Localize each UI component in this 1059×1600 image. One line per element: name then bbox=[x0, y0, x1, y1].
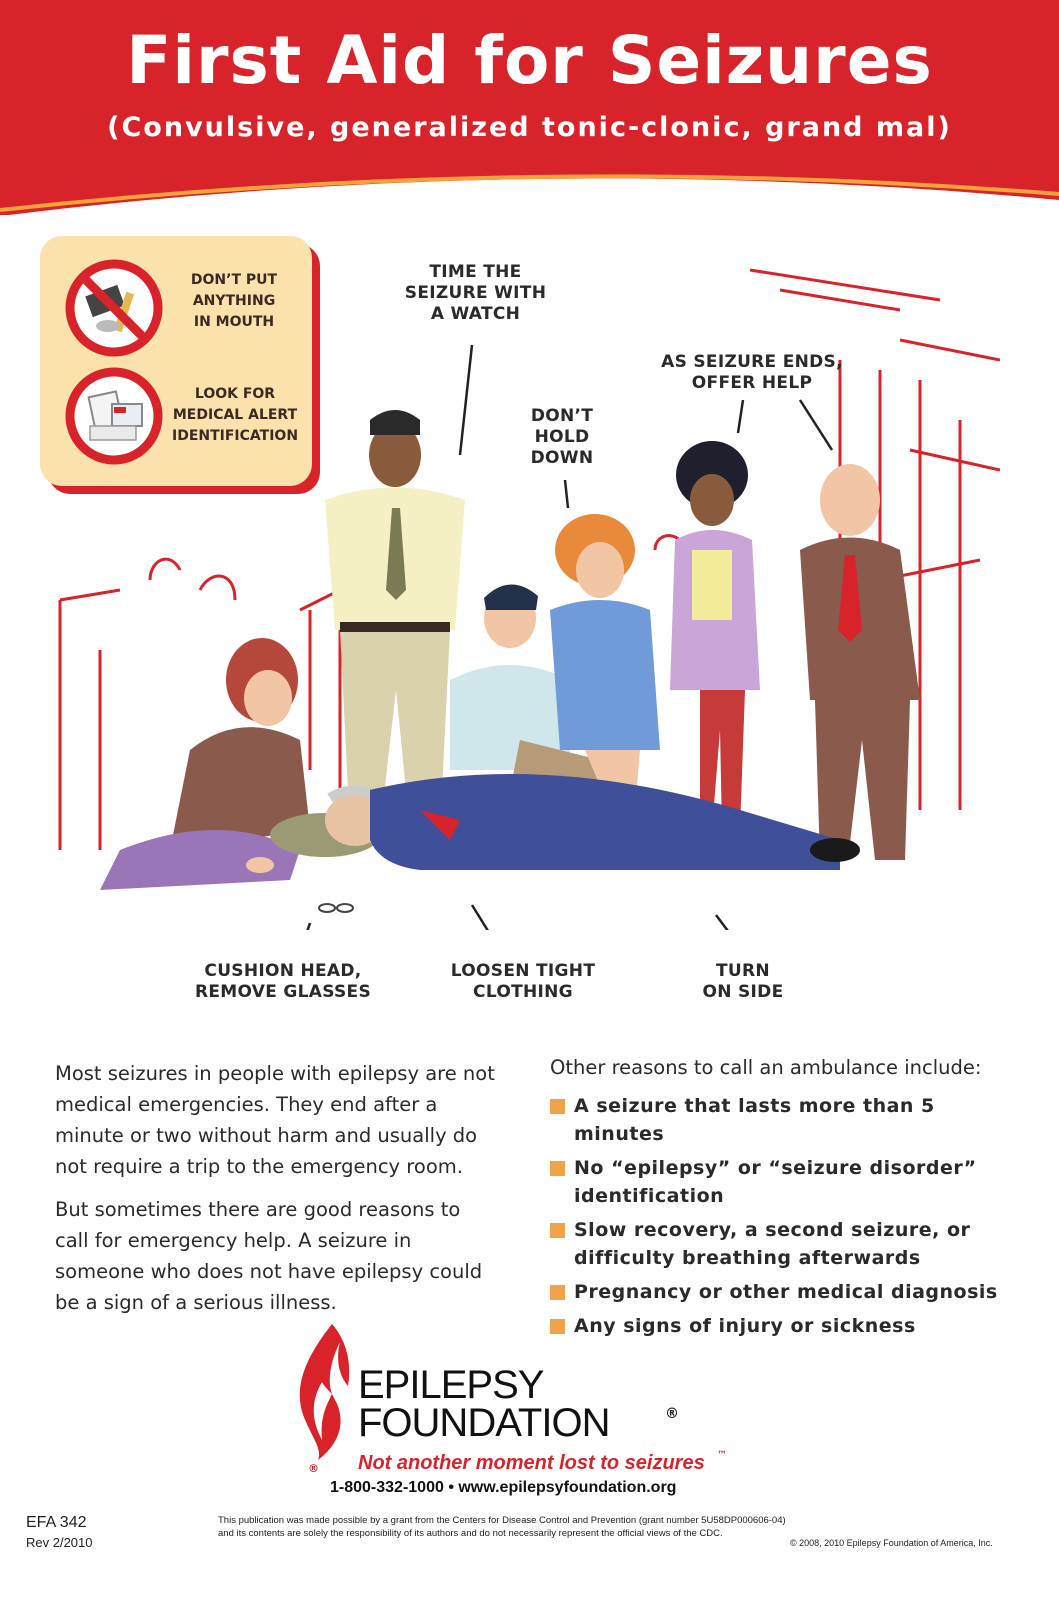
org-name: EPILEPSY FOUNDATION bbox=[358, 1363, 610, 1445]
figure-man-with-watch bbox=[325, 410, 465, 830]
seizure-first-aid-illustration bbox=[40, 250, 1000, 930]
label-loosen-clothing: LOOSEN TIGHT CLOTHING bbox=[450, 961, 596, 1002]
funding-credit: This publication was made possible by a grant from the Centers for Disease Control and Prevention (grant number 5U58DP000606-04) and its contents are solely the responsibility of its authors and do not necessarily represent the official views of the CDC. bbox=[218, 1515, 786, 1539]
info-paragraph-2: But sometimes there are good reasons to call for emergency help. A seizure in someone who does not have epilepsy could be a sign of a serious illness. bbox=[55, 1198, 483, 1314]
bullet-square bbox=[550, 1161, 565, 1176]
list-item bbox=[550, 1154, 1020, 1210]
glasses-on-floor bbox=[319, 904, 353, 912]
reason-text: A seizure that lasts more than 5 minutes bbox=[574, 1095, 935, 1145]
contact-info: 1-800-332-1000 • www.epilepsyfoundation.org bbox=[330, 1479, 677, 1496]
reason-text: Pregnancy or other medical diagnosis bbox=[574, 1281, 998, 1303]
label-offer-help: AS SEIZURE ENDS, OFFER HELP bbox=[661, 352, 843, 393]
tip-text-medical-id: LOOK FOR MEDICAL ALERT IDENTIFICATION bbox=[172, 386, 299, 444]
document-revision: Rev 2/2010 bbox=[26, 1535, 93, 1550]
bullet-square bbox=[550, 1319, 565, 1334]
bullet-square bbox=[550, 1285, 565, 1300]
header-curve bbox=[0, 170, 1059, 216]
reasons-heading: Other reasons to call an ambulance include: bbox=[550, 1056, 982, 1079]
bullet-square bbox=[550, 1223, 565, 1238]
label-turn-on-side: TURN ON SIDE bbox=[702, 961, 784, 1002]
page-title: First Aid for Seizures bbox=[126, 22, 933, 99]
figure-bald-man bbox=[800, 464, 920, 860]
label-cushion-head: CUSHION HEAD, REMOVE GLASSES bbox=[194, 961, 372, 1002]
document-code: EFA 342 bbox=[26, 1514, 87, 1531]
reason-text: Slow recovery, a second seizure, or difficulty breathing afterwards bbox=[574, 1219, 971, 1269]
flame-logo-icon bbox=[292, 1322, 354, 1462]
reasons-list bbox=[550, 1092, 1020, 1346]
copyright-notice: © 2008, 2010 Epilepsy Foundation of America, Inc. bbox=[790, 1538, 993, 1548]
figure-kneeling-woman bbox=[100, 638, 310, 890]
figure-person-on-side bbox=[270, 774, 860, 870]
list-item bbox=[550, 1092, 1020, 1148]
info-paragraph-1: Most seizures in people with epilepsy are not medical emergencies. They end after a minute or two without harm and usually do not require a trip to the emergency room. bbox=[55, 1062, 495, 1178]
tagline: Not another moment lost to seizures bbox=[358, 1452, 705, 1474]
reason-text: Any signs of injury or sickness bbox=[574, 1315, 916, 1337]
list-item bbox=[550, 1278, 1020, 1306]
label-dont-hold-down: DON’T HOLD DOWN bbox=[530, 406, 594, 468]
label-time-seizure: TIME THE SEIZURE WITH A WATCH bbox=[404, 262, 547, 324]
page-subtitle: (Convulsive, generalized tonic-clonic, grand mal) bbox=[107, 112, 952, 143]
registered-mark: ® bbox=[665, 1406, 679, 1422]
reason-text: No “epilepsy” or “seizure disorder” identification bbox=[574, 1157, 977, 1207]
flame-registered-mark: ® bbox=[308, 1462, 319, 1475]
tagline-trademark: ™ bbox=[717, 1450, 727, 1461]
figure-girl bbox=[670, 441, 760, 830]
bullet-square bbox=[550, 1099, 565, 1114]
tip-text-mouth: DON’T PUT ANYTHING IN MOUTH bbox=[190, 272, 278, 330]
list-item bbox=[550, 1312, 1020, 1340]
header-banner bbox=[0, 0, 1059, 215]
list-item bbox=[550, 1216, 1020, 1272]
left-info-text bbox=[55, 1058, 500, 1330]
